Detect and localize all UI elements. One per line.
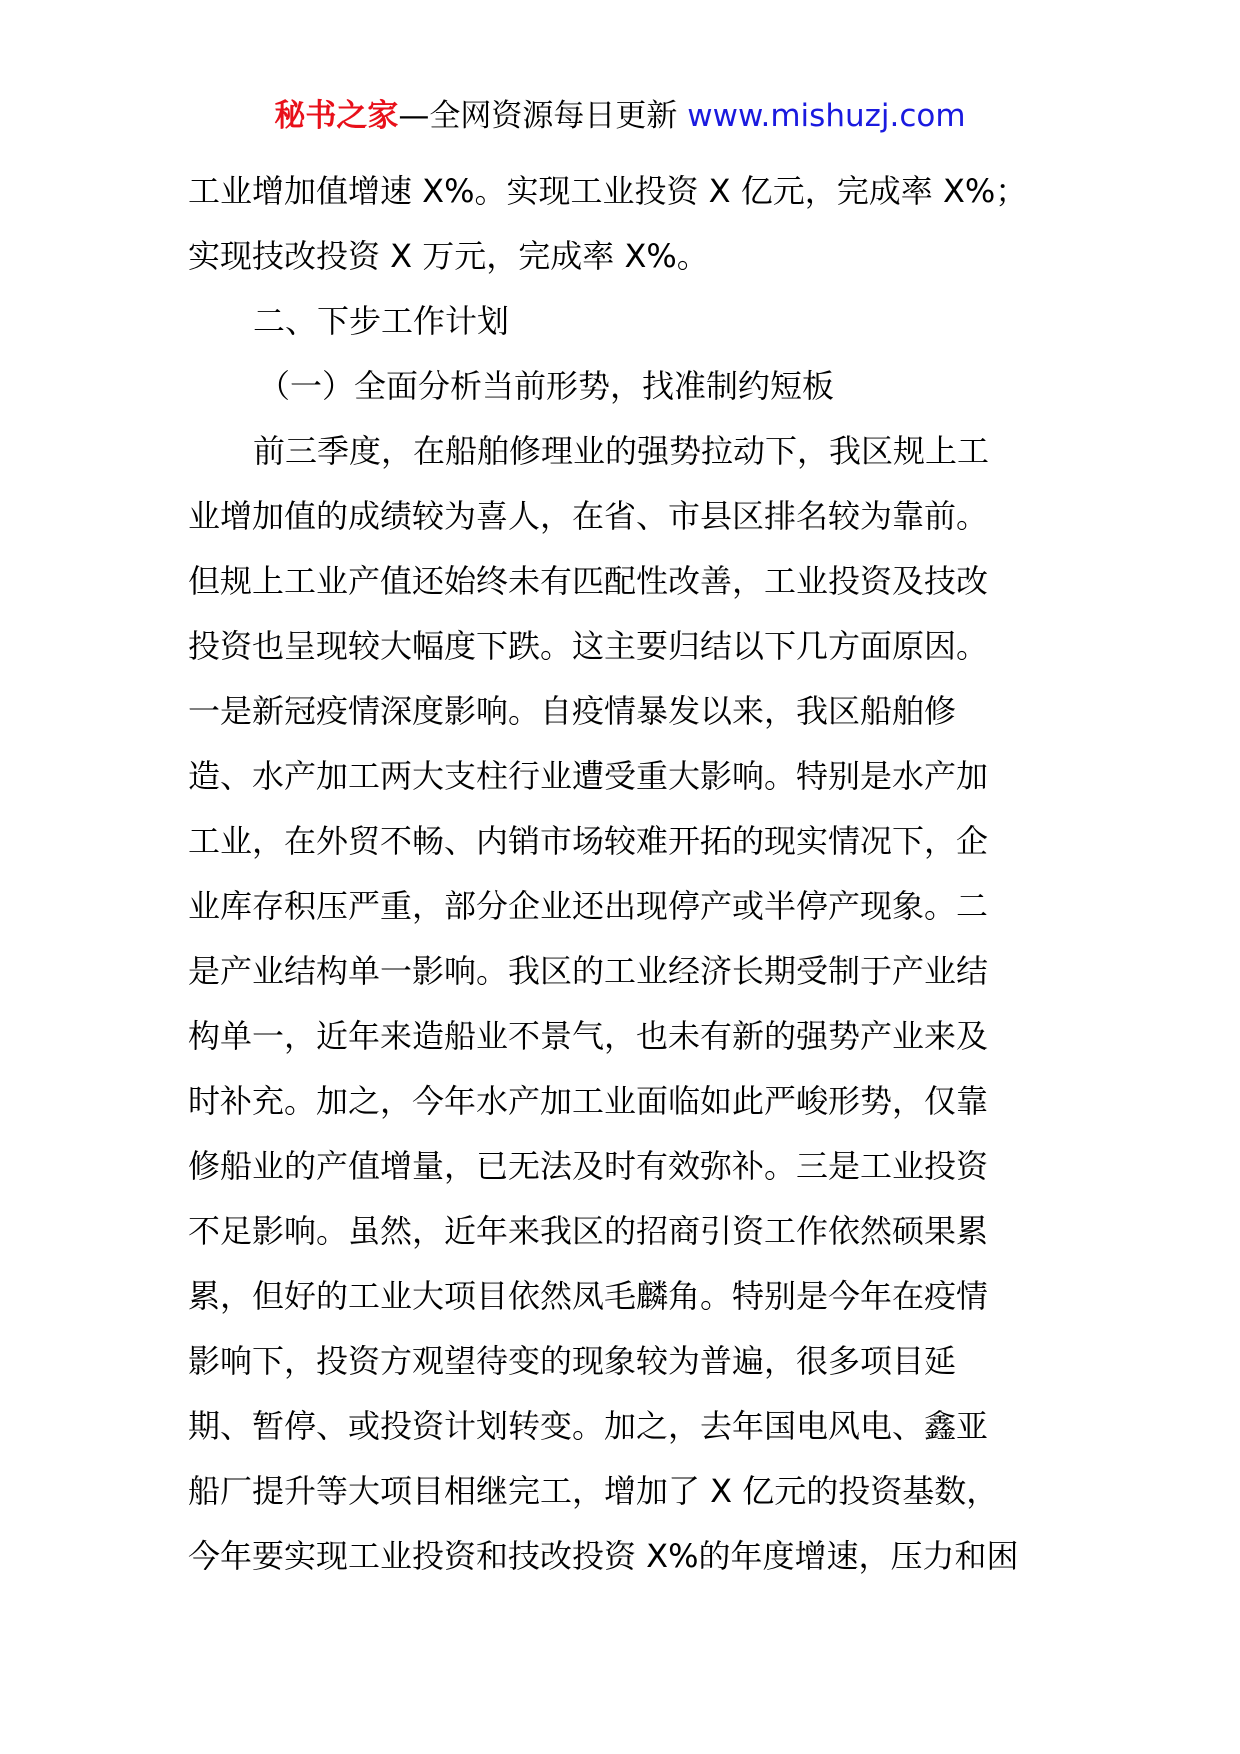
body-line: 船厂提升等大项目相继完工，增加了 X 亿元的投资基数， [188, 1472, 999, 1510]
body-line: 时补充。加之，今年水产加工业面临如此严峻形势，仅靠 [188, 1082, 989, 1120]
brand-name: 秘书之家 [274, 98, 399, 134]
body-line: 投资也呈现较大幅度下跌。这主要归结以下几方面原因。 [188, 627, 989, 665]
body-line: 是产业结构单一影响。我区的工业经济长期受制于产业结 [188, 952, 989, 990]
body-line: 修船业的产值增量，已无法及时有效弥补。三是工业投资 [188, 1147, 989, 1185]
body-line: 影响下，投资方观望待变的现象较为普遍，很多项目延 [188, 1342, 957, 1380]
body-line: 工业，在外贸不畅、内销市场较难开拓的现实情况下，企 [188, 822, 989, 860]
body-line: 一是新冠疫情深度影响。自疫情暴发以来，我区船舶修 [188, 692, 957, 730]
body-line: 今年要实现工业投资和技改投资 X%的年度增速，压力和困 [188, 1537, 1019, 1575]
body-line: 但规上工业产值还始终未有匹配性改善，工业投资及技改 [188, 562, 989, 600]
body-line: 累，但好的工业大项目依然凤毛麟角。特别是今年在疫情 [188, 1277, 989, 1315]
body-line: 业增加值的成绩较为喜人，在省、市县区排名较为靠前。 [188, 497, 989, 535]
watermark-header [0, 96, 1240, 136]
body-line: 工业增加值增速 X%。实现工业投资 X 亿元，完成率 X%； [188, 172, 1028, 210]
body-line: 构单一，近年来造船业不景气，也未有新的强势产业来及 [188, 1017, 989, 1055]
body-line: 实现技改投资 X 万元，完成率 X%。 [188, 237, 709, 275]
body-line: 期、暂停、或投资计划转变。加之，去年国电风电、鑫亚 [188, 1407, 989, 1445]
body-line: 不足影响。虽然，近年来我区的招商引资工作依然硕果累 [188, 1212, 989, 1250]
body-line: 业库存积压严重，部分企业还出现停产或半停产现象。二 [188, 887, 989, 925]
paragraph-first-line: 前三季度，在船舶修理业的强势拉动下，我区规上工 [253, 432, 990, 470]
section-heading: 二、下步工作计划 [253, 302, 510, 340]
brand-url[interactable]: www.mishuzj.com [687, 98, 966, 134]
body-line: 造、水产加工两大支柱行业遭受重大影响。特别是水产加 [188, 757, 989, 795]
subsection-heading: （一）全面分析当前形势，找准制约短板 [258, 367, 835, 405]
brand-tagline: —全网资源每日更新 [398, 98, 678, 134]
document-body [188, 159, 1050, 1589]
